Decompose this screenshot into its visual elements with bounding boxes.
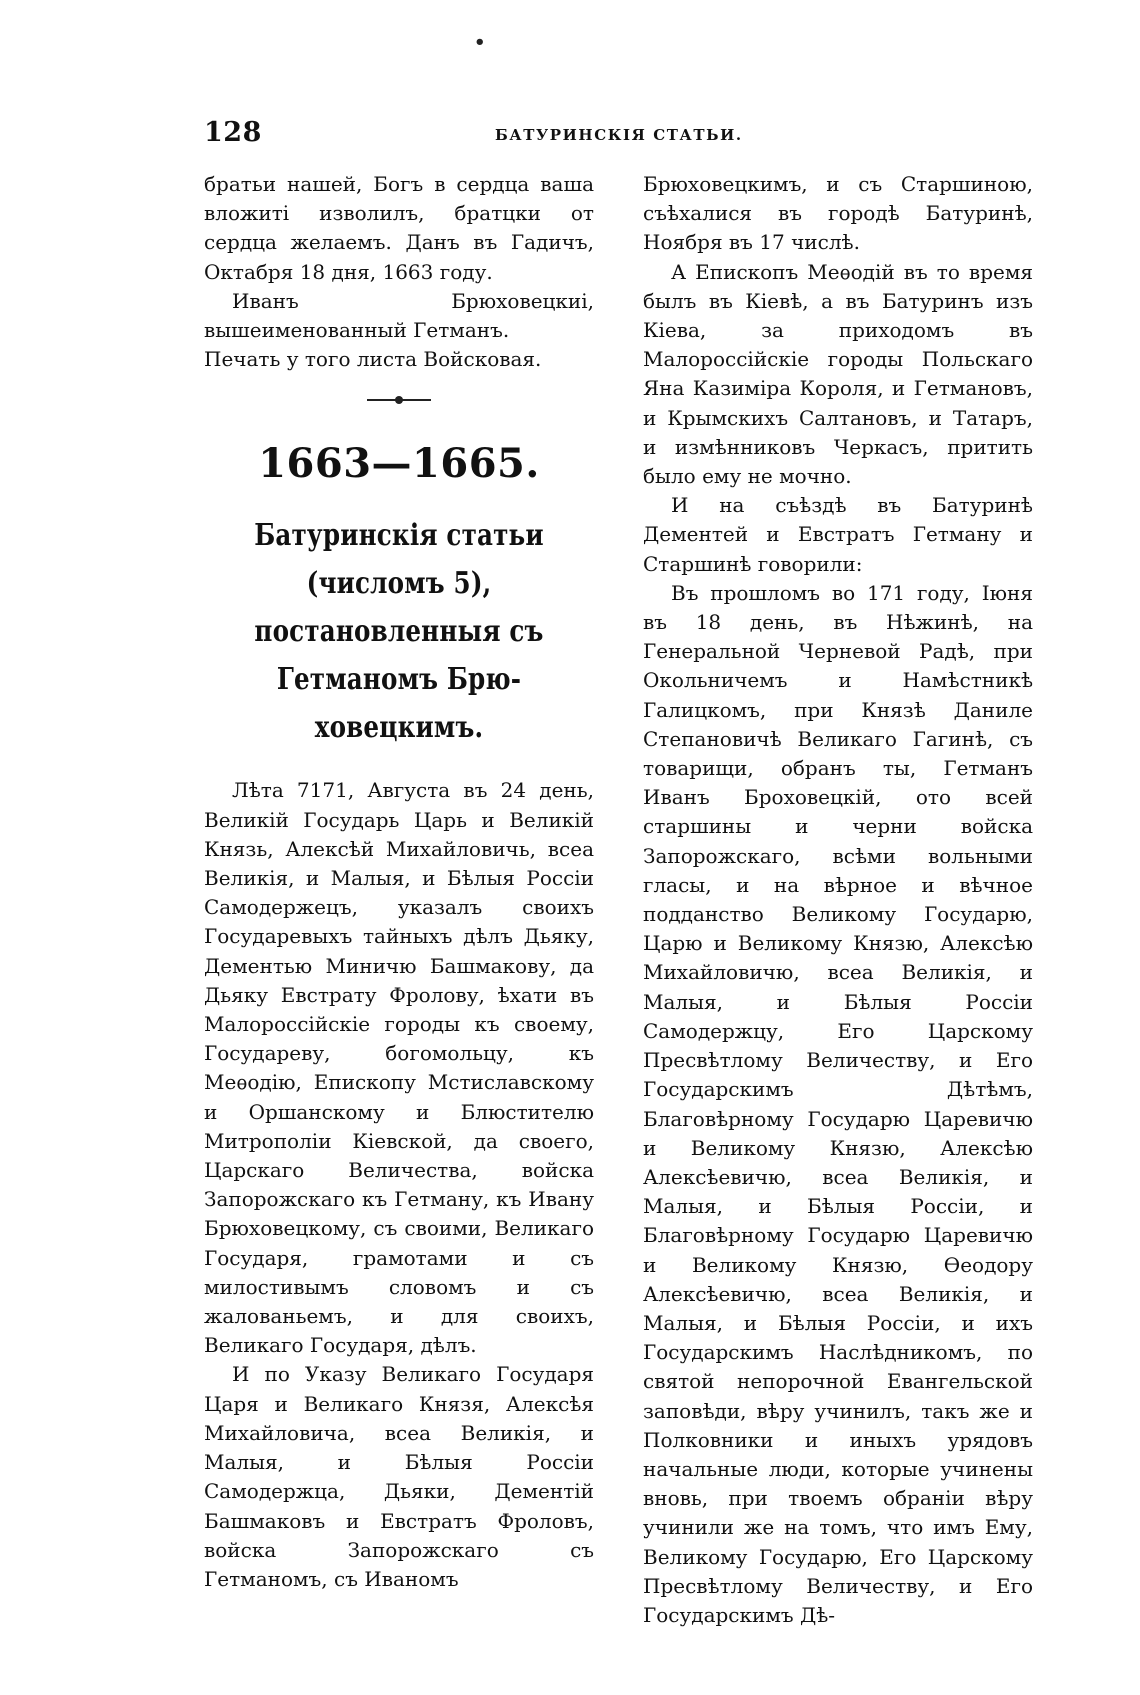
running-title: БАТУРИНСКІЯ СТАТЬИ. <box>495 126 743 144</box>
document-title-line-2: постановленныя съ Гетманомъ Брю- <box>254 614 544 698</box>
left-paragraph-4: Лѣта 7171, Августа въ 24 день, Великій Государь Царь и Великій Князь, Алексѣй Михайловичь, всеа Великія, и Малыя, и Бѣлыя Россіи Самодержецъ, указалъ своихъ Государевыхъ тайныхъ дѣлъ Дьяку, Дементью Миничю Башмакову, да Дьяку Евстрату Фролову, ѣхати въ Малороссійскіе городы къ своему, Государеву, богомольцу, къ Меѳодію, Епископу Мстиславскому и Оршанскому и Блюстителю Митрополіи Кіевской, да своего, Царскаго Величества, войска Запорожскаго къ Гетману, къ Ивану Брюховецкому, съ своими, Великаго Государя, грамотами и съ милостивымъ словомъ и съ жалованьемъ, и для своихъ, Великаго Государя, дѣлъ. <box>204 778 594 1358</box>
signature-paragraph: Иванъ Брюховецкиі, вышеименованный Гетманъ. <box>204 288 594 343</box>
document-title-line-3: ховецкимъ. <box>314 710 484 746</box>
right-paragraph-4: Въ прошломъ во 171 году, Іюня въ 18 день, въ Нѣжинѣ, на Генеральной Черневой Радѣ, при Окольничемъ и Намѣстникѣ Галицкомъ, при Князѣ Даниле Степановичѣ Великаго Гагинѣ, съ товарищи, обранъ ты, Гетманъ Иванъ Броховецкій, ото всей старшины и черни войска Запорожскаго, всѣми вольными гласы, и на вѣрное и вѣчное подданство Великому Государю, Царю и Великому Князю, Алексѣю Михайловичю, всеа Великія, и Малыя, и Бѣлыя Россіи Самодержцу, Его Царскому Пресвѣтлому Величеству, и Его Государскимъ Дѣтѣмъ, Благовѣрному Государю Царевичю и Великому Князю, Алексѣю Алексѣевичю, всеа Великія, и Малыя, и Бѣлыя Россіи, и Благовѣрному Государю Царевичю и Великому Князю, Ѳеодору Алексѣевичю, всеа Великія, и Малыя, и Бѣлыя Россіи, и ихъ Государскимъ Наслѣдникомъ, по святой непорочной Евангельской заповѣди, вѣру учинилъ, такъ же и Полковники и иныхъ урядовъ начальные люди, которые учинены вновь, при твоемъ обраніи вѣру учинили же на томъ, что имъ Ему, Великому Государю, Его Царскому Пресвѣтлому Величеству, и Его Государскимъ Дѣ- <box>643 580 1033 1627</box>
right-column <box>643 170 1033 1630</box>
left-column <box>204 170 594 1594</box>
ink-speck: • <box>474 32 486 53</box>
left-paragraph-5: И по Указу Великаго Государя Царя и Великаго Князя, Алексѣя Михайловича, всеа Великія, и Малыя, и Бѣлыя Россіи Самодержца, Дьяки, Дементій Башмаковъ и Евстратъ Фроловъ, войска Запорожскаго съ Гетманомъ, съ Иваномъ <box>204 1362 594 1591</box>
right-paragraph-3: И на съѣздѣ въ Батуринѣ Дементей и Евстратъ Гетману и Старшинѣ говорили: <box>643 493 1033 576</box>
seal-paragraph: Печать у того листа Войсковая. <box>204 347 542 372</box>
section-divider-ornament <box>367 396 431 404</box>
page-number: 128 <box>204 117 262 148</box>
right-paragraph-2: А Епископъ Меѳодій въ то время былъ въ Кіевѣ, а въ Батуринъ изъ Кіева, за приходомъ въ Малороссійскіе городы Польскаго Яна Казиміра Короля, и Гетмановъ, и Крымскихъ Салтановъ, и Татаръ, и измѣнниковъ Черкасъ, притить было ему не мочно. <box>643 259 1033 489</box>
year-heading: 1663—1665. <box>258 440 540 488</box>
document-title-line-1: Батуринскія статьи (числомъ 5), <box>254 518 544 602</box>
document-title <box>211 512 587 752</box>
right-paragraph-1: Брюховецкимъ, и съ Старшиною, съѣхалися въ городѣ Батуринѣ, Ноября въ 17 числѣ. <box>643 172 1033 255</box>
left-paragraph-1: братьи нашей, Богъ в сердца ваша вложиті изволилъ, братцки от сердца желаемъ. Данъ въ Гадичъ, Октабря 18 дня, 1663 году. <box>204 172 594 284</box>
